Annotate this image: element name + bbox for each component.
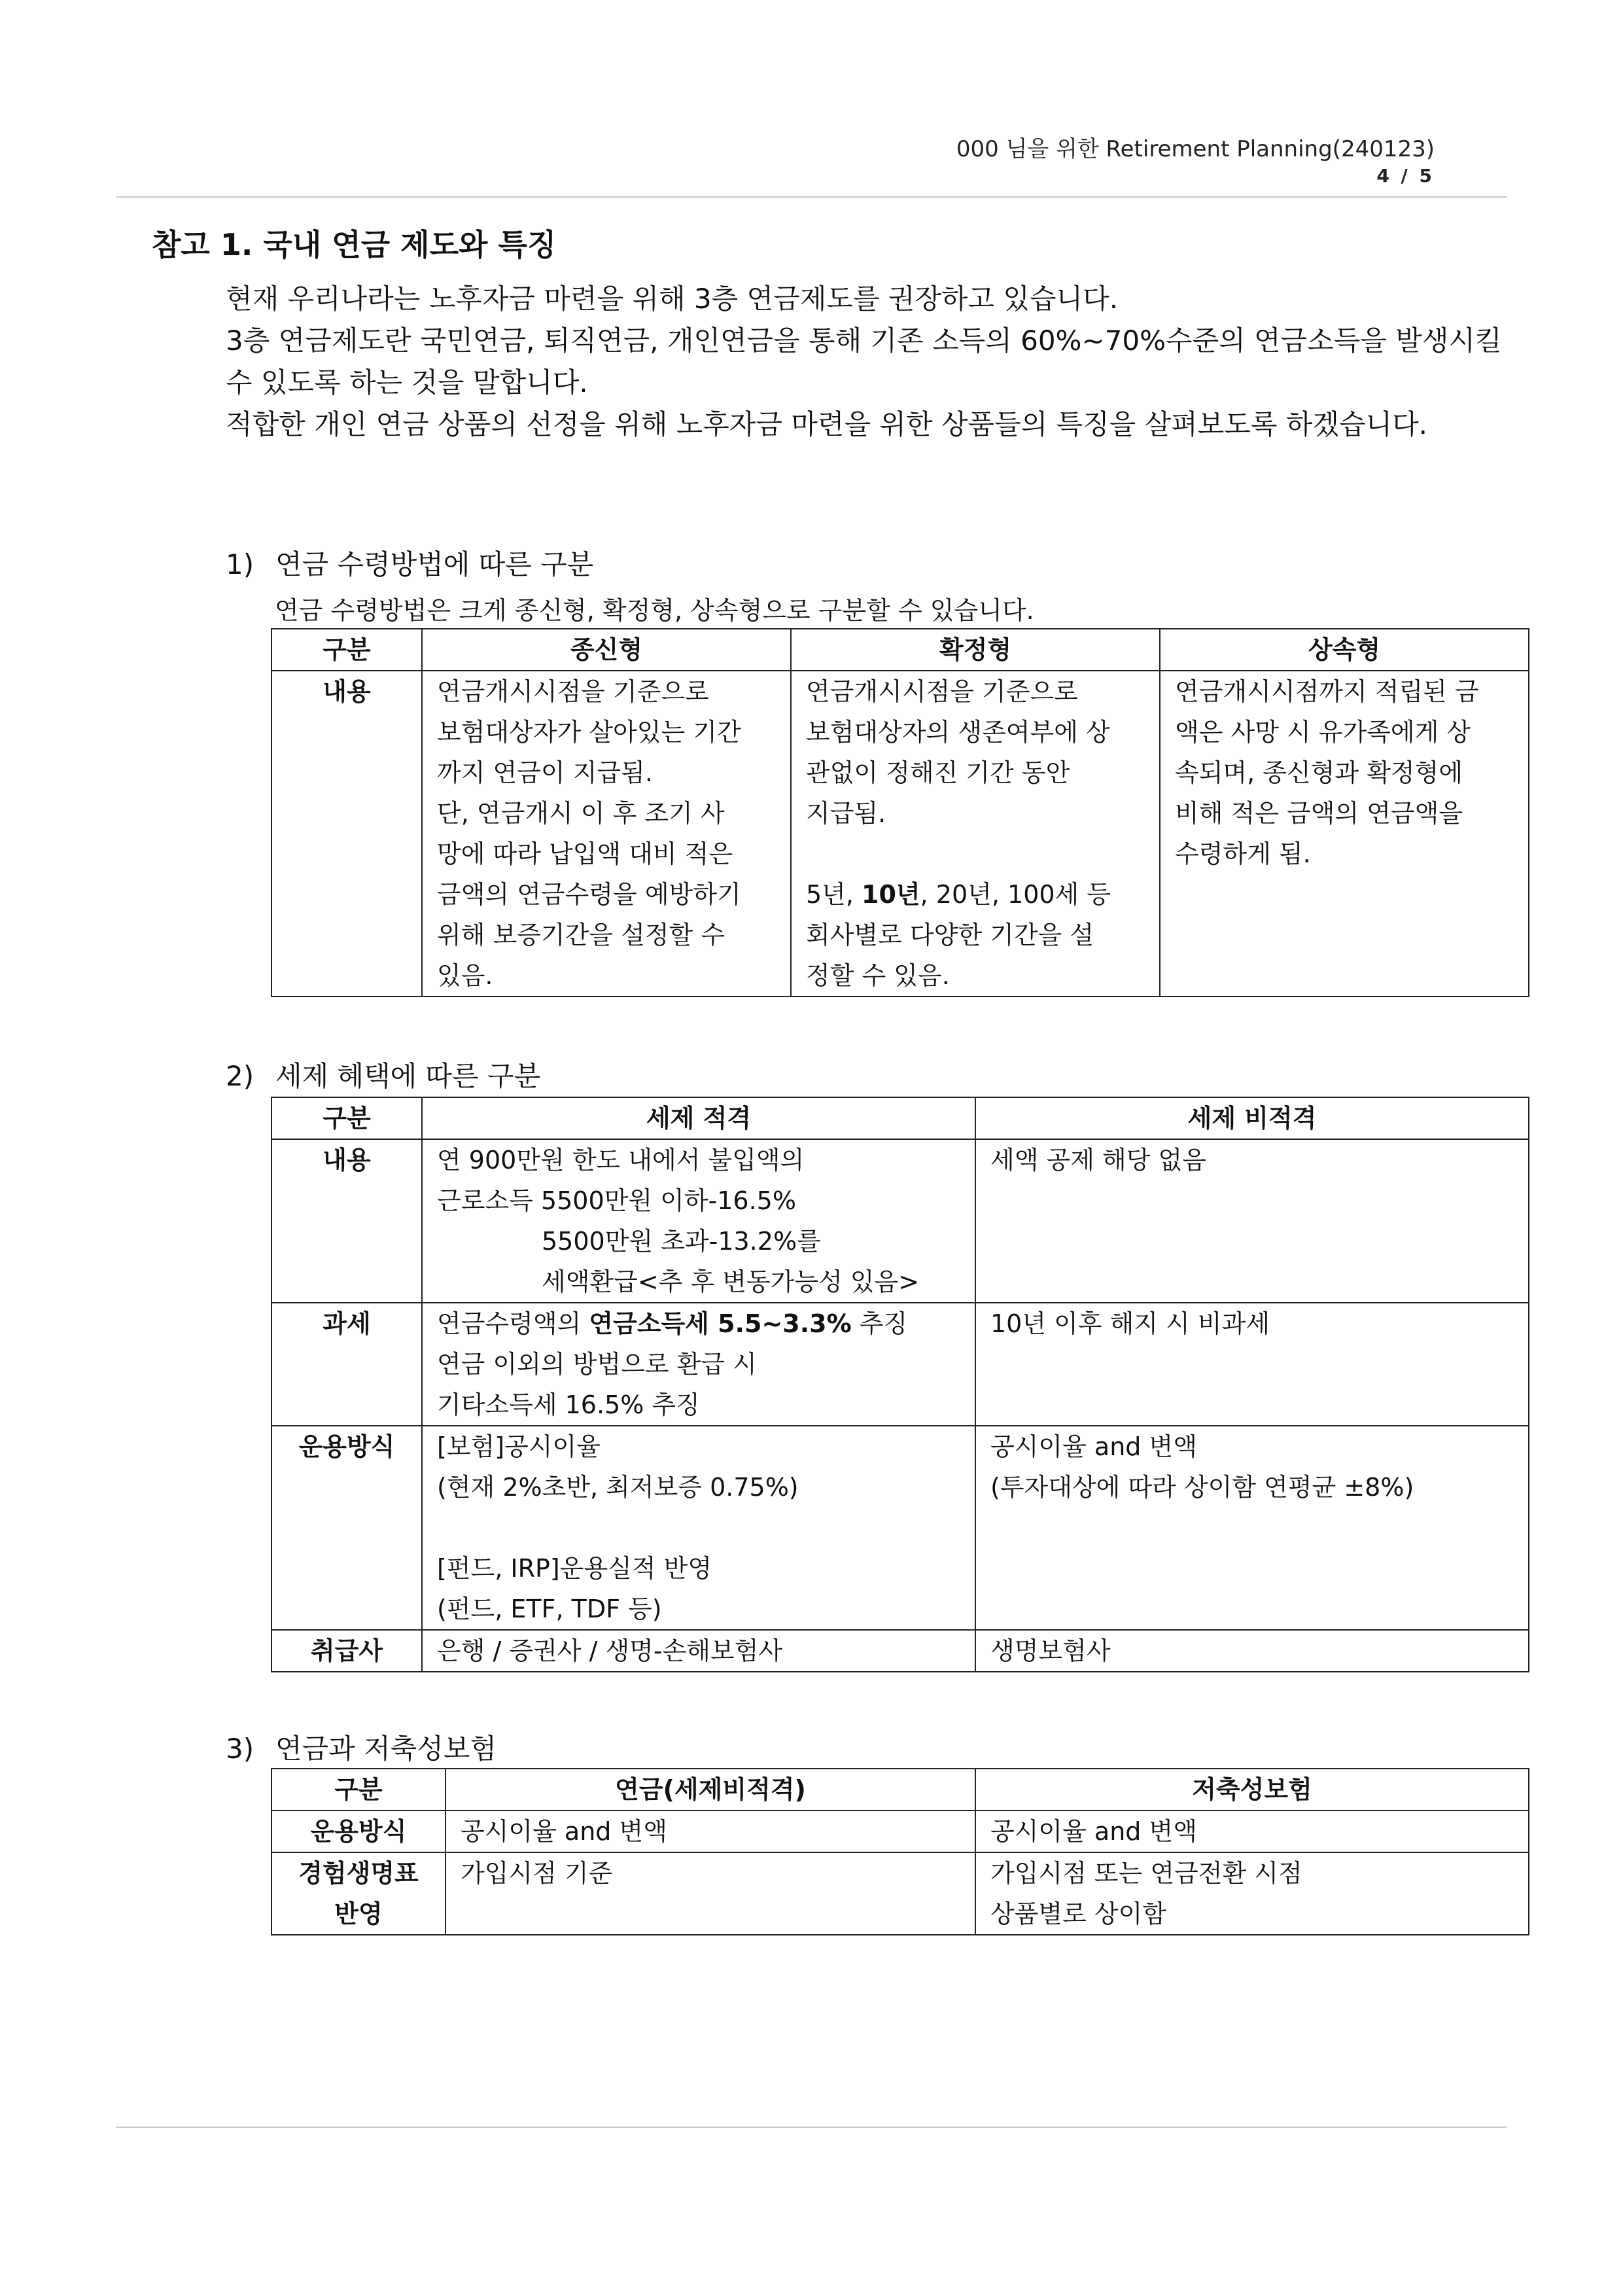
- section-title: 참고 1. 국내 연금 제도와 특징: [152, 227, 557, 262]
- header-cell: 저축성보험: [975, 1769, 1529, 1810]
- page-number: 4 / 5: [1376, 165, 1435, 186]
- subsection-title: 연금 수령방법에 따른 구분: [275, 548, 594, 580]
- row-label: 내용: [271, 671, 422, 997]
- table-row: [271, 1426, 1529, 1630]
- table-header-row: [271, 1097, 1529, 1139]
- table-row: [271, 1630, 1529, 1672]
- subsection-1-note: 연금 수령방법은 크게 종신형, 확정형, 상속형으로 구분할 수 있습니다.: [275, 596, 1034, 625]
- table-row: [271, 1139, 1529, 1303]
- intro-paragraph: 적합한 개인 연금 상품의 선정을 위해 노후자금 마련을 위한 상품들의 특징을 살펴보도록 하겠습니다.: [226, 408, 1428, 440]
- row-label: 경험생명표 반영: [271, 1852, 445, 1935]
- header-cell: 연금(세제비적격): [445, 1769, 975, 1810]
- row-label: 내용: [271, 1139, 422, 1303]
- pension-cell: 공시이율 and 변액: [445, 1810, 975, 1852]
- table-header-row: [271, 1769, 1529, 1810]
- savings-cell: 공시이율 and 변액: [975, 1810, 1529, 1852]
- header-cell: 종신형: [422, 629, 791, 671]
- header-cell: 구분: [271, 629, 422, 671]
- pension-vs-savings-table: [271, 1768, 1529, 1935]
- savings-cell: 가입시점 또는 연금전환 시점 상품별로 상이함: [975, 1852, 1529, 1935]
- intro-paragraphs: [226, 278, 1527, 446]
- subsection-number: 2): [226, 1060, 254, 1092]
- subsection-1-heading: [226, 543, 593, 582]
- header-cell: 상속형: [1160, 629, 1529, 671]
- qualified-cell: 연금수령액의 연금소득세 5.5~3.3% 추징 연금 이외의 방법으로 환급 시 기타소득세 16.5% 추징: [422, 1303, 975, 1426]
- header-cell: 확정형: [791, 629, 1160, 671]
- subsection-number: 1): [226, 548, 254, 580]
- header-cell: 세제 적격: [422, 1097, 975, 1139]
- table-row: [271, 671, 1529, 997]
- row-label: 운용방식: [271, 1426, 422, 1630]
- subsection-number: 3): [226, 1733, 254, 1765]
- header-cell: 구분: [271, 1097, 422, 1139]
- non-qualified-cell: 세액 공제 해당 없음: [975, 1139, 1529, 1303]
- payout-method-table: [271, 628, 1529, 997]
- pension-cell: 가입시점 기준: [445, 1852, 975, 1935]
- intro-paragraph: 3층 연금제도란 국민연금, 퇴직연금, 개인연금을 통해 기존 소득의 60%~70%수준의 연금소득을 발생시킬 수 있도록 하는 것을 말합니다.: [226, 325, 1502, 398]
- header-cell: 세제 비적격: [975, 1097, 1529, 1139]
- header-cell: 구분: [271, 1769, 445, 1810]
- header-divider: [116, 196, 1507, 198]
- non-qualified-cell: 공시이율 and 변액 (투자대상에 따라 상이함 연평균 ±8%): [975, 1426, 1529, 1630]
- qualified-cell: 은행 / 증권사 / 생명-손해보험사: [422, 1630, 975, 1672]
- intro-paragraph: 현재 우리나라는 노후자금 마련을 위해 3층 연금제도를 권장하고 있습니다.: [226, 283, 1119, 315]
- subsection-3-heading: [226, 1727, 497, 1767]
- table-row: [271, 1810, 1529, 1852]
- subsection-title: 연금과 저축성보험: [275, 1733, 497, 1765]
- row-label: 운용방식: [271, 1810, 445, 1852]
- qualified-cell: [보험]공시이율 (현재 2%초반, 최저보증 0.75%) [펀드, IRP]운용실적 반영 (펀드, ETF, TDF 등): [422, 1426, 975, 1630]
- fixed-term-cell: 연금개시시점을 기준으로 보험대상자의 생존여부에 상 관없이 정해진 기간 동안 지급됨. 5년, 10년, 20년, 100세 등 회사별로 다양한 기간을 설 정할 수 있음.: [791, 671, 1160, 997]
- lifetime-cell: 연금개시시점을 기준으로 보험대상자가 살아있는 기간 까지 연금이 지급됨. 단, 연금개시 이 후 조기 사 망에 따라 납입액 대비 적은 금액의 연금수령을 예방하기 위해 보증기간을 설정할 수 있음.: [422, 671, 791, 997]
- inheritance-cell: 연금개시시점까지 적립된 금 액은 사망 시 유가족에게 상 속되며, 종신형과 확정형에 비해 적은 금액의 연금액을 수령하게 됨.: [1160, 671, 1529, 997]
- document-header-title: 000 님을 위한 Retirement Planning(240123): [956, 136, 1435, 162]
- row-label: 취급사: [271, 1630, 422, 1672]
- subsection-title: 세제 혜택에 따른 구분: [275, 1060, 541, 1092]
- row-label: 과세: [271, 1303, 422, 1426]
- footer-divider: [116, 2127, 1507, 2128]
- qualified-cell: 연 900만원 한도 내에서 불입액의 근로소득 5500만원 이하-16.5% 5500만원 초과-13.2%를 세액환급<추 후 변동가능성 있음>: [422, 1139, 975, 1303]
- non-qualified-cell: 생명보험사: [975, 1630, 1529, 1672]
- non-qualified-cell: 10년 이후 해지 시 비과세: [975, 1303, 1529, 1426]
- table-row: [271, 1852, 1529, 1935]
- table-row: [271, 1303, 1529, 1426]
- tax-benefit-table: [271, 1097, 1529, 1672]
- subsection-2-heading: [226, 1055, 540, 1094]
- table-header-row: [271, 629, 1529, 671]
